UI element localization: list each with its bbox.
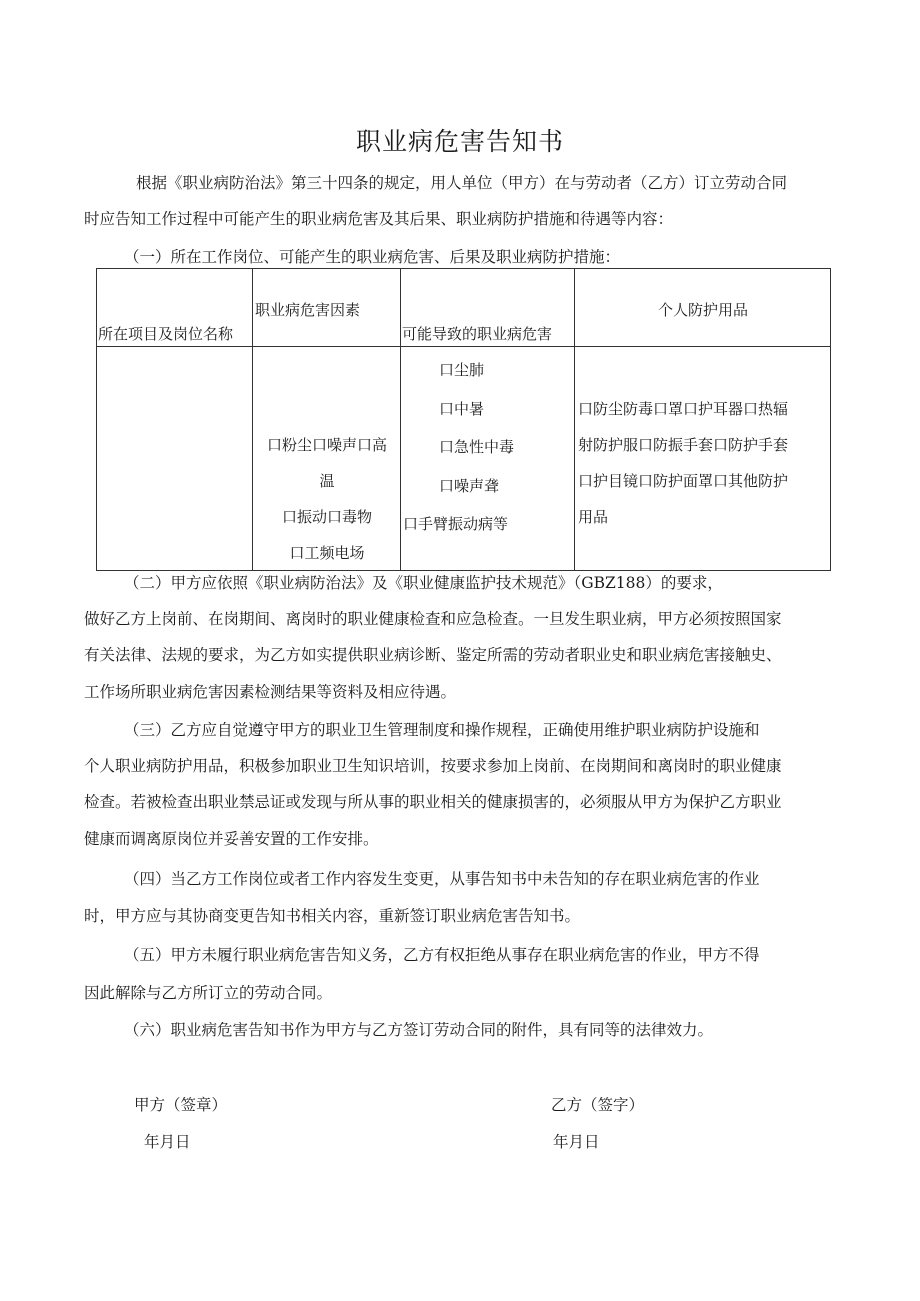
header-diseases-cell [401, 269, 575, 347]
section3-line-2: 个人职业病防护用品，积极参加职业卫生知识培训，按要求参加上岗前、在岗期间和离岗时的职业健康 [84, 757, 782, 775]
disease-item: 口急性中毒 [439, 438, 515, 456]
section4-line-2: 时，甲方应与其协商变更告知书相关内容，重新签订职业病危害告知书。 [84, 907, 581, 925]
party-a-sign-label: 甲方（签章） [134, 1096, 228, 1114]
party-b-date-label: 年月日 [553, 1133, 600, 1151]
position-cell [97, 347, 253, 571]
header-factors: 职业病危害因素 [255, 301, 361, 319]
disease-item: 口中暑 [439, 399, 485, 418]
header-position-cell [97, 269, 253, 347]
header-ppe-cell [575, 269, 831, 347]
factors-cell [253, 347, 401, 571]
factor-line: 口工频电场 [289, 544, 365, 562]
ppe-line: 口防尘防毒口罩口护耳器口热辐 [578, 400, 789, 418]
diseases-cell [401, 347, 575, 571]
section5-line-2: 因此解除与乙方所订立的劳动合同。 [84, 984, 333, 1002]
document-title: 职业病危害告知书 [355, 127, 564, 156]
intro-line-2: 时应告知工作过程中可能产生的职业病危害及其后果、职业病防护措施和待遇等内容： [84, 210, 674, 228]
section1-heading: （一）所在工作岗位、可能产生的职业病危害、后果及职业病防护措施： [124, 248, 621, 266]
ppe-line: 用品 [578, 508, 609, 526]
section4-line-1: （四）当乙方工作岗位或者工作内容发生变更，从事告知书中未告知的存在职业病危害的作业 [124, 870, 760, 888]
ppe-line: 射防护服口防振手套口防护手套 [578, 436, 789, 454]
section2-line-4: 工作场所职业病危害因素检测结果等资料及相应待遇。 [84, 683, 457, 701]
section3-line-4: 健康而调离原岗位并妥善安置的工作安排。 [84, 830, 379, 848]
disease-item: 口噪声聋 [439, 476, 500, 495]
factor-line: 口粉尘口噪声口高 [266, 436, 387, 454]
section5-line-1: （五）甲方未履行职业病危害告知义务，乙方有权拒绝从事存在职业病危害的作业，甲方不得 [124, 946, 760, 964]
intro-line-1: 根据《职业病防治法》第三十四条的规定，用人单位（甲方）在与劳动者（乙方）订立劳动合同 [136, 174, 788, 192]
ppe-line: 口护目镜口防护面罩口其他防护 [578, 472, 789, 490]
ppe-cell [575, 347, 831, 571]
party-a-date-label: 年月日 [144, 1133, 191, 1151]
header-position: 所在项目及岗位名称 [98, 325, 234, 343]
header-factors-cell [253, 269, 401, 347]
disease-item: 口手臂振动病等 [403, 515, 509, 533]
header-diseases: 可能导致的职业病危害 [402, 325, 553, 343]
section3-line-3: 检查。若被检查出职业禁忌证或发现与所从事的职业相关的健康损害的，必须服从甲方为保护乙方职业 [84, 793, 782, 811]
section6-line-1: （六）职业病危害告知书作为甲方与乙方签订劳动合同的附件，具有同等的法律效力。 [124, 1021, 714, 1039]
factor-line: 口振动口毒物 [281, 508, 372, 526]
section2-line-1: （二）甲方应依照《职业病防治法》及《职业健康监护技术规范》（GBZ188）的要求， [124, 574, 723, 592]
section2-line-2: 做好乙方上岗前、在岗期间、离岗时的职业健康检查和应急检查。一旦发生职业病，甲方必须按照国家 [84, 610, 782, 628]
header-ppe: 个人防护用品 [657, 301, 748, 319]
party-b-sign-label: 乙方（签字） [551, 1096, 645, 1114]
hazard-table [96, 268, 831, 571]
factor-line: 温 [319, 472, 335, 490]
section3-line-1: （三）乙方应自觉遵守甲方的职业卫生管理制度和操作规程，正确使用维护职业病防护设施和 [124, 721, 760, 739]
section2-line-3: 有关法律、法规的要求，为乙方如实提供职业病诊断、鉴定所需的劳动者职业史和职业病危害接触史、 [84, 646, 782, 664]
disease-item: 口尘肺 [439, 361, 485, 379]
